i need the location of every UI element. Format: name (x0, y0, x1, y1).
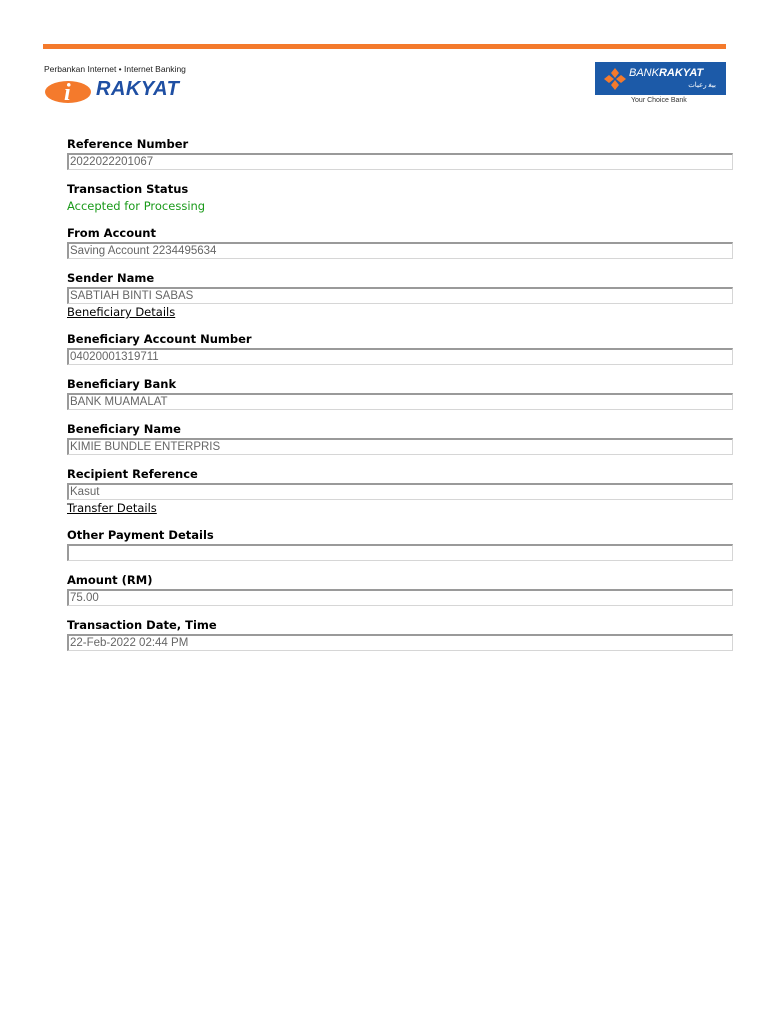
transaction-datetime-field: 22-Feb-2022 02:44 PM (67, 634, 733, 651)
beneficiary-name-field: KIMIE BUNDLE ENTERPRIS (67, 438, 733, 455)
irakyat-logo (44, 64, 204, 108)
transaction-receipt (67, 136, 733, 651)
bank-rakyat-logo-box (595, 62, 726, 95)
amount-field: 75.00 (67, 589, 733, 606)
bank-rakyat-jawi-script: ﺑﯿﻐ ﺭﻋﻴﺎﺕ (688, 82, 716, 89)
transaction-status-value: Accepted for Processing (67, 199, 206, 213)
beneficiary-bank-label: Beneficiary Bank (67, 377, 177, 391)
irakyat-logo-letter: i (64, 80, 71, 106)
bank-rakyat-logo (595, 62, 726, 108)
bank-rakyat-emblem-icon (603, 67, 627, 91)
beneficiary-account-number-label: Beneficiary Account Number (67, 332, 252, 346)
transaction-datetime-label: Transaction Date, Time (67, 618, 217, 632)
amount-label: Amount (RM) (67, 573, 153, 587)
bank-name-bold: RAKYAT (658, 67, 704, 79)
beneficiary-name-label: Beneficiary Name (67, 422, 181, 436)
transfer-details-heading: Transfer Details (67, 501, 157, 515)
irakyat-tagline: Perbankan Internet • Internet Banking (44, 64, 186, 74)
recipient-reference-label: Recipient Reference (67, 467, 198, 481)
reference-number-field: 2022022201067 (67, 153, 733, 170)
irakyat-logo-word: RAKYAT (96, 78, 180, 100)
bank-name-light: BANK (629, 67, 659, 79)
header-accent-rule (43, 44, 726, 49)
beneficiary-account-number-field: 04020001319711 (67, 348, 733, 365)
recipient-reference-field: Kasut (67, 483, 733, 500)
other-payment-details-label: Other Payment Details (67, 528, 214, 542)
from-account-field: Saving Account 2234495634 (67, 242, 733, 259)
bank-slogan: Your Choice Bank (631, 97, 687, 104)
sender-name-label: Sender Name (67, 271, 155, 285)
transaction-status-label: Transaction Status (67, 182, 189, 196)
beneficiary-details-heading: Beneficiary Details (67, 305, 176, 319)
sender-name-field: SABTIAH BINTI SABAS (67, 287, 733, 304)
other-payment-details-field (67, 544, 733, 561)
beneficiary-bank-field: BANK MUAMALAT (67, 393, 733, 410)
from-account-label: From Account (67, 226, 156, 240)
bank-rakyat-name (629, 67, 703, 79)
reference-number-label: Reference Number (67, 137, 189, 151)
